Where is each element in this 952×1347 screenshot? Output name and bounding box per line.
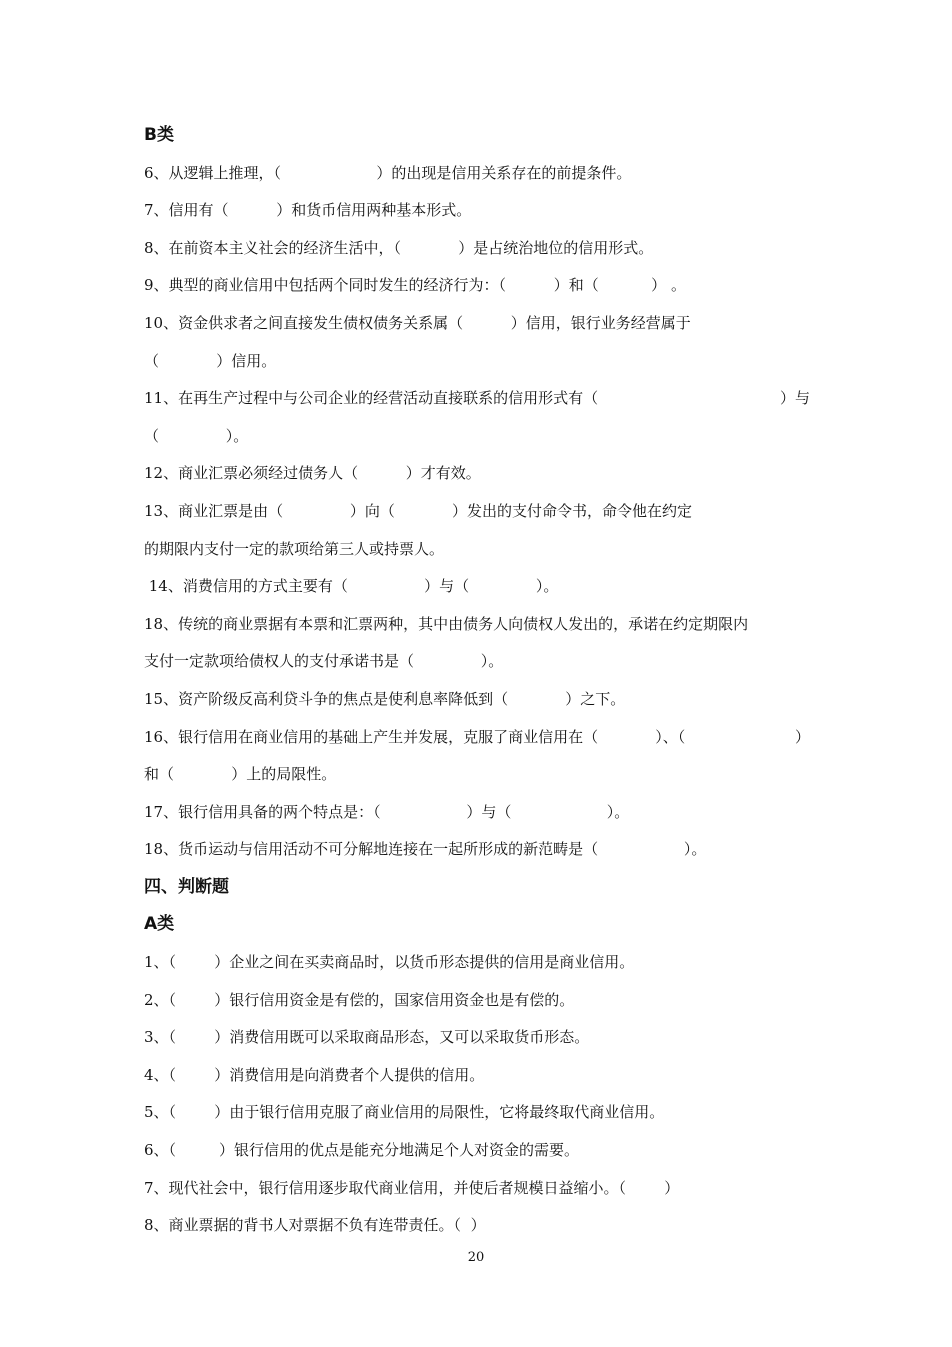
question-text: 16、银行信用在商业信用的基础上产生并发展，克服了商业信用在（ ）、（ bbox=[144, 727, 686, 746]
question-line bbox=[144, 305, 810, 343]
fill-in-blank-list bbox=[144, 155, 810, 869]
question-line bbox=[144, 455, 810, 493]
question-text: 4、（ ）消费信用是向消费者个人提供的信用。 bbox=[144, 1065, 485, 1084]
section-a-heading: A类 bbox=[144, 914, 175, 935]
question-text: 13、商业汇票是由（ ）向（ ）发出的支付命令书，命令他在约定 bbox=[144, 501, 693, 520]
question-text: 和（ ）上的局限性。 bbox=[144, 765, 337, 784]
question-line bbox=[144, 606, 810, 644]
section-b-heading: B类 bbox=[144, 125, 174, 145]
question-text: 5、（ ）由于银行信用克服了商业信用的局限性，它将最终取代商业信用。 bbox=[144, 1103, 665, 1122]
true-false-list bbox=[144, 944, 810, 1245]
question-line bbox=[144, 1019, 810, 1057]
question-text: 2、（ ）银行信用资金是有偿的，国家信用资金也是有偿的。 bbox=[144, 990, 575, 1009]
question-text: 11、在再生产过程中与公司企业的经营活动直接联系的信用形式有（ bbox=[144, 389, 599, 408]
question-text: 17、银行信用具备的两个特点是：（ ）与（ ）。 bbox=[144, 802, 630, 821]
question-line bbox=[144, 230, 810, 268]
question-text: 6、（ ）银行信用的优点是能充分地满足个人对资金的需要。 bbox=[144, 1141, 579, 1160]
question-line bbox=[144, 756, 810, 794]
question-text: 18、传统的商业票据有本票和汇票两种，其中由债务人向债权人发出的，承诺在约定期限内 bbox=[144, 614, 749, 633]
question-line bbox=[144, 1170, 810, 1208]
question-text: 7、信用有（ ）和货币信用两种基本形式。 bbox=[144, 201, 472, 220]
question-text: 6、从逻辑上推理，（ ）的出现是信用关系存在的前提条件。 bbox=[144, 163, 632, 182]
question-line bbox=[144, 1057, 810, 1095]
question-line bbox=[144, 681, 810, 719]
question-line bbox=[144, 944, 810, 982]
question-text: 8、在前资本主义社会的经济生活中，（ ）是占统治地位的信用形式。 bbox=[144, 238, 654, 257]
section-four-heading: 四、判断题 bbox=[144, 876, 229, 897]
question-line bbox=[144, 1094, 810, 1132]
question-text: 10、资金供求者之间直接发生债权债务关系属（ ）信用，银行业务经营属于 bbox=[144, 313, 691, 332]
question-line bbox=[144, 267, 810, 305]
question-text: 18、货币运动与信用活动不可分解地连接在一起所形成的新范畴是（ ）。 bbox=[144, 840, 707, 859]
question-line bbox=[144, 831, 810, 869]
question-line bbox=[144, 155, 810, 193]
question-line bbox=[144, 568, 810, 606]
question-text: 的期限内支付一定的款项给第三人或持票人。 bbox=[144, 539, 445, 558]
question-line bbox=[144, 1207, 810, 1245]
question-text: （ ）信用。 bbox=[144, 351, 277, 370]
question-line bbox=[144, 719, 810, 757]
question-text: 1、（ ）企业之间在买卖商品时，以货币形态提供的信用是商业信用。 bbox=[144, 953, 635, 972]
question-text: 12、商业汇票必须经过债务人（ ）才有效。 bbox=[144, 464, 481, 483]
question-text-end: ）与 bbox=[779, 389, 810, 408]
page-number: 20 bbox=[467, 1250, 485, 1265]
question-line bbox=[144, 982, 810, 1020]
question-text: 7、现代社会中，银行信用逐步取代商业信用，并使后者规模日益缩小。（ ） bbox=[144, 1178, 680, 1197]
question-text: 8、商业票据的背书人对票据不负有连带责任。（ ） bbox=[144, 1216, 486, 1235]
question-line bbox=[144, 418, 810, 456]
page-content bbox=[144, 117, 810, 1245]
question-text: 3、（ ）消费信用既可以采取商品形态，又可以采取货币形态。 bbox=[144, 1028, 590, 1047]
question-line bbox=[144, 1132, 810, 1170]
question-line bbox=[144, 531, 810, 569]
question-line bbox=[144, 192, 810, 230]
question-text: 9、典型的商业信用中包括两个同时发生的经济行为：（ ）和（ ） 。 bbox=[144, 276, 686, 295]
question-text: 14、消费信用的方式主要有（ ）与（ ）。 bbox=[144, 577, 559, 596]
question-line bbox=[144, 643, 810, 681]
question-line bbox=[144, 493, 810, 531]
question-text: 支付一定款项给债权人的支付承诺书是（ ）。 bbox=[144, 652, 504, 671]
question-text: （ ）。 bbox=[144, 426, 249, 445]
question-text-end: ） bbox=[794, 727, 810, 746]
question-line bbox=[144, 343, 810, 381]
question-text: 15、资产阶级反高利贷斗争的焦点是使利息率降低到（ ）之下。 bbox=[144, 689, 626, 708]
question-line bbox=[144, 380, 810, 418]
question-line bbox=[144, 794, 810, 832]
